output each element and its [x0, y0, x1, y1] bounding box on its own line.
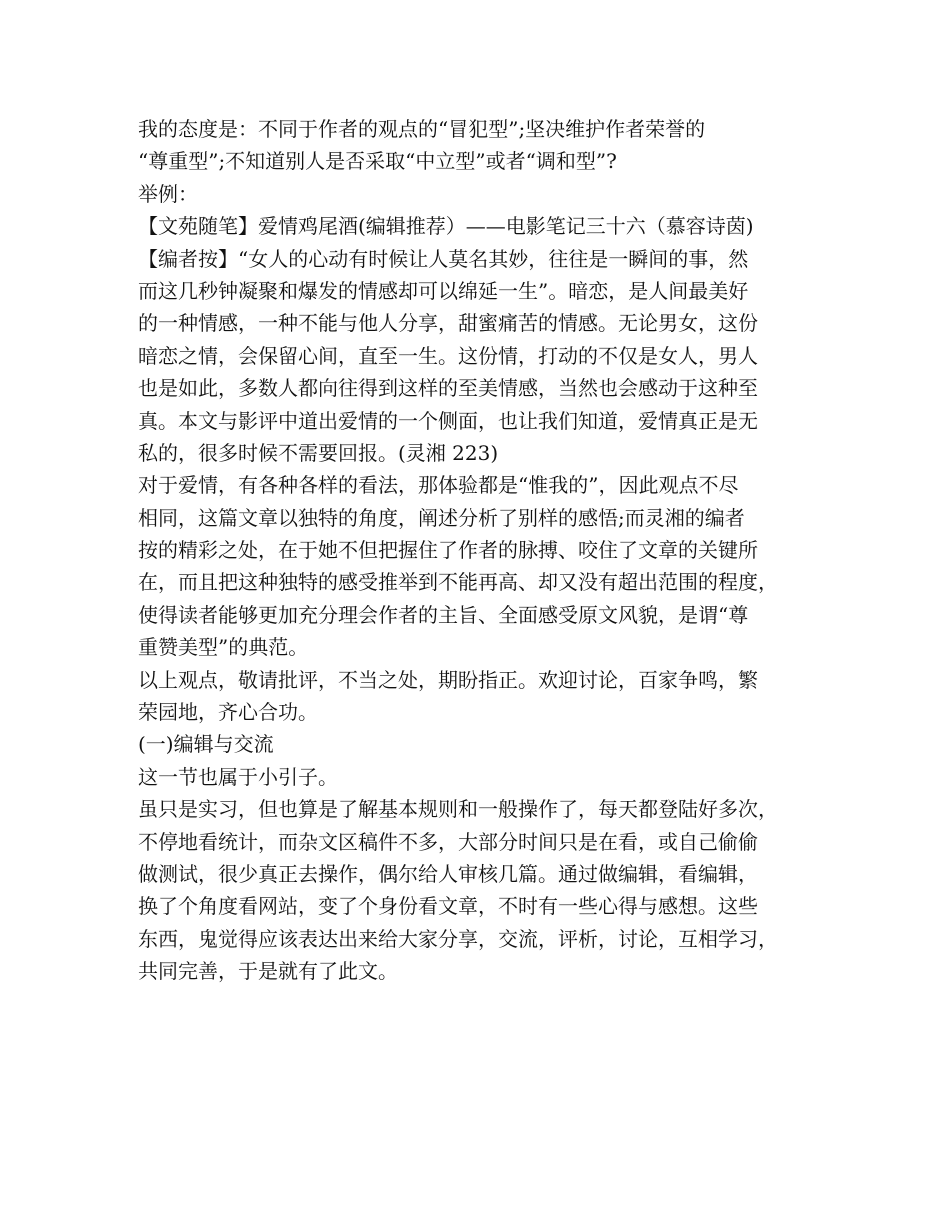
text-line: 做测试，很少真正去操作，偶尔给人审核几篇。通过做编辑，看编辑， — [138, 861, 758, 886]
text-line: 的一种情感，一种不能与他人分享，甜蜜痛苦的情感。无论男女，这份 — [138, 311, 758, 336]
text-line: 我的态度是：不同于作者的观点的“冒犯型”;坚决维护作者荣誉的 — [138, 117, 706, 141]
text-line: 暗恋之情，会保留心间，直至一生。这份情，打动的不仅是女人，男人 — [138, 343, 758, 368]
text-line: 相同，这篇文章以独特的角度，阐述分析了别样的感悟;而灵湘的编者 — [138, 505, 745, 530]
text-line: 换了个角度看网站，变了个身份看文章，不时有一些心得与感想。这些 — [138, 894, 758, 919]
document-body — [138, 113, 828, 988]
text-line: “尊重型”;不知道别人是否采取“中立型”或者“调和型”? — [138, 149, 617, 174]
text-line: 东西，鬼觉得应该表达出来给大家分享，交流，评析，讨论，互相学习， — [138, 926, 778, 951]
text-line: 虽只是实习，但也算是了解基本规则和一般操作了，每天都登陆好多次， — [138, 797, 778, 822]
text-line: 对于爱情，有各种各样的看法，那体验都是“惟我的”，因此观点不尽 — [138, 473, 739, 498]
text-line: 也是如此，多数人都向往得到这样的至美情感，当然也会感动于这种至 — [138, 376, 758, 401]
text-line: 以上观点，敬请批评，不当之处，期盼指正。欢迎讨论，百家争鸣，繁 — [138, 667, 758, 692]
text-line: 不停地看统计，而杂文区稿件不多，大部分时间只是在看，或自己偷偷 — [138, 829, 758, 854]
text-line: 按的精彩之处，在于她不但把握住了作者的脉搏、咬住了文章的关键所 — [138, 538, 758, 563]
text-line: 这一节也属于小引子。 — [138, 764, 338, 789]
text-line: 重赞美型”的典范。 — [138, 635, 309, 660]
text-line: 举例： — [138, 181, 198, 206]
section-heading: (一)编辑与交流 — [138, 732, 274, 757]
text-line: 共同完善，于是就有了此文。 — [138, 959, 398, 984]
text-line: 而这几秒钟凝聚和爆发的情感却可以绵延一生”。暗恋，是人间最美好 — [138, 278, 749, 303]
text-line: 使得读者能够更加充分理会作者的主旨、全面感受原文风貌，是谓“尊 — [138, 602, 749, 627]
text-line: 私的，很多时候不需要回报。(灵湘 223) — [138, 440, 499, 465]
text-line: 在，而且把这种独特的感受推举到不能再高、却又没有超出范围的程度， — [138, 570, 778, 595]
text-line: 真。本文与影评中道出爱情的一个侧面，也让我们知道，爱情真正是无 — [138, 408, 758, 433]
text-line: 荣园地，齐心合功。 — [138, 700, 318, 725]
text-line: 【编者按】“女人的心动有时候让人莫名其妙，往往是一瞬间的事，然 — [138, 246, 749, 271]
text-line: 【文苑随笔】爱情鸡尾酒(编辑推荐）——电影笔记三十六（慕容诗茵) — [138, 214, 754, 239]
